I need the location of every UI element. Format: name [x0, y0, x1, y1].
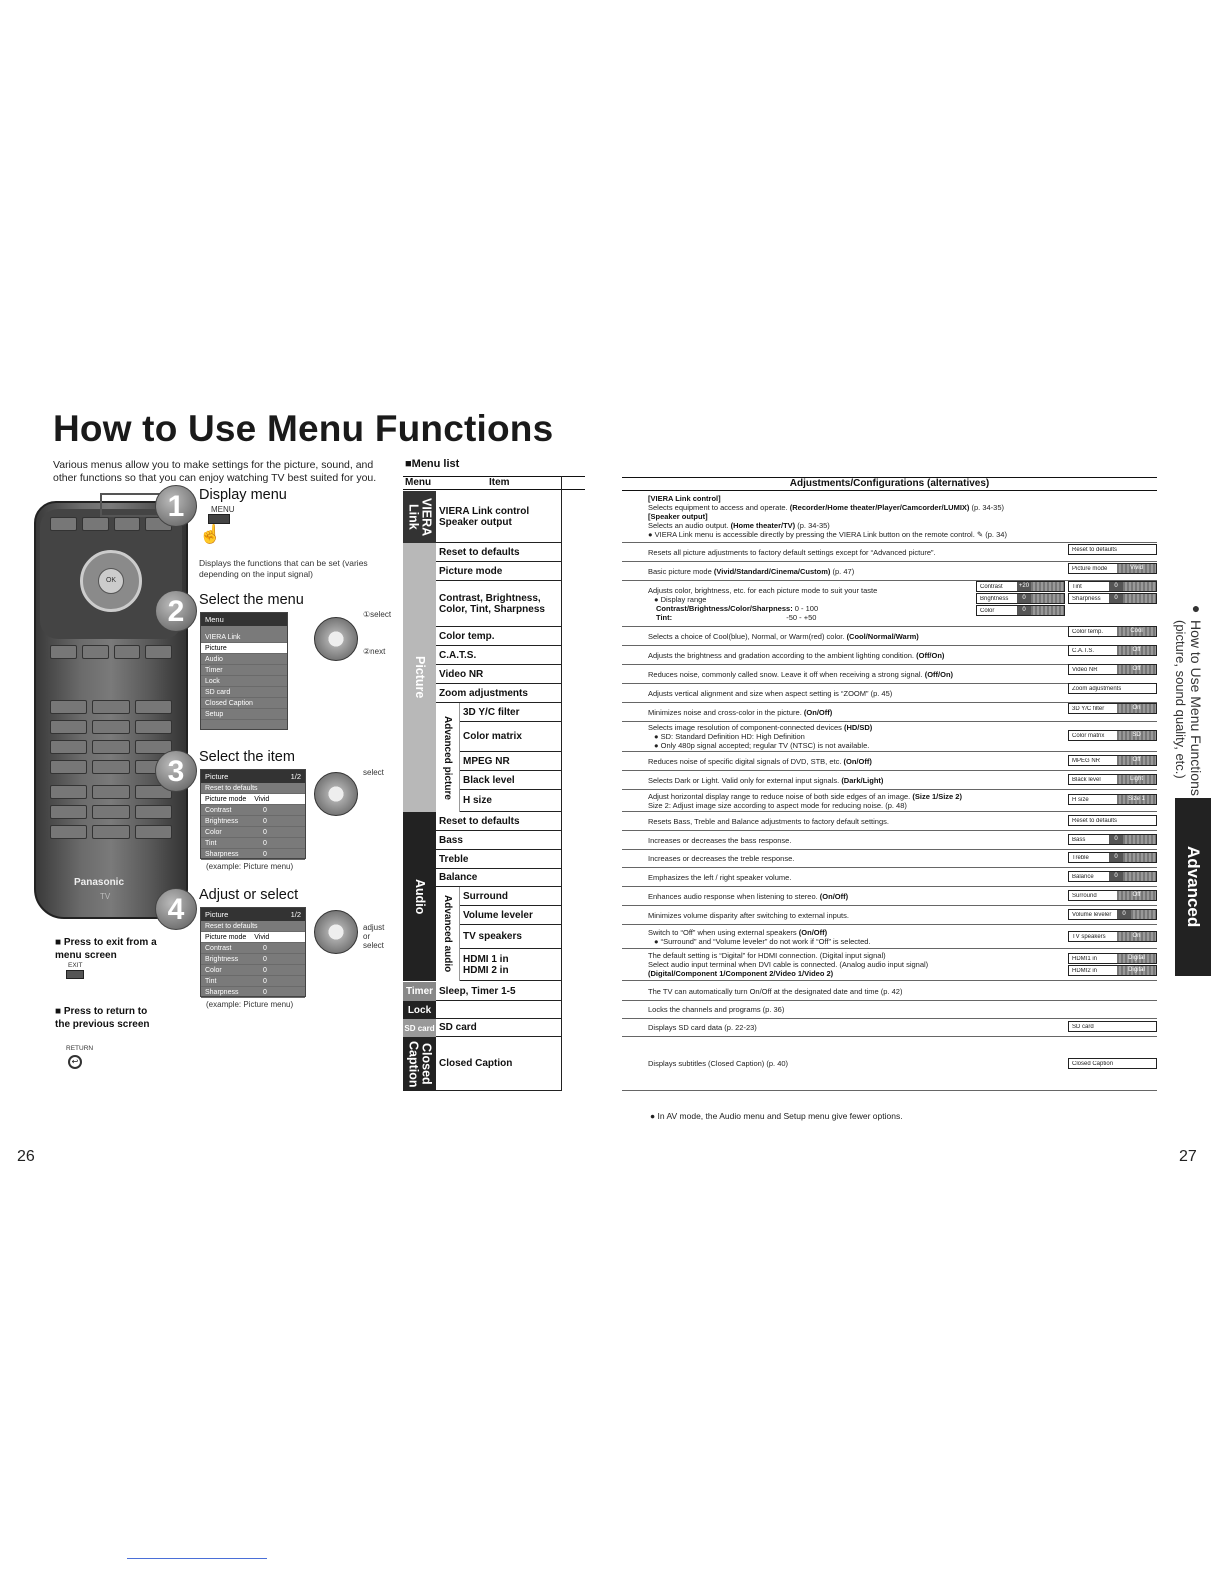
osd-black-level: Black level Light	[1068, 774, 1157, 785]
desc-volume-leveler: Minimizes volume disparity after switching to external inputs.	[622, 906, 1157, 925]
desc-hdmi-in: The default setting is “Digital” for HDMI connection. (Digital input signal) Select audio input terminal when DVI cable is connected. (Analog audio input signal) (Digital/Component 1/Component 2/Video 1/Video 2)	[622, 949, 1157, 981]
desc-balance: Emphasizes the left / right speaker volume.	[622, 868, 1157, 887]
category-audio: Audio	[403, 812, 436, 981]
picture-menu-row: Tint 0	[201, 838, 305, 849]
osd-tv-speakers: TV speakers On	[1068, 931, 1157, 942]
step-1-circle: 1	[155, 485, 197, 527]
step-2-title: Select the menu	[199, 592, 304, 608]
desc-lock: Locks the channels and programs (p. 36)	[622, 1001, 1157, 1019]
select-label: select	[363, 941, 384, 950]
menu-exit-callout	[100, 493, 160, 517]
osd-tint: Tint 0	[1068, 581, 1157, 592]
step-1-note: Displays the functions that can be set (varies depending on the input signal)	[199, 558, 368, 579]
step-4-title: Adjust or select	[199, 887, 299, 903]
menu-screen-header: Menu	[201, 613, 287, 626]
desc-color-temp: Selects a choice of Cool(blue), Normal, or Warm(red) color. (Cool/Normal/Warm)	[622, 627, 1157, 646]
desc-surround: Enhances audio response when listening to stereo. (On/Off)	[622, 887, 1157, 906]
picture-menu-row: Picture mode Vivid	[201, 794, 305, 805]
osd-brightness: Brightness 0	[976, 593, 1065, 604]
desc-cats: Adjusts the brightness and gradation according to the ambient lighting condition. (Off/On)	[622, 646, 1157, 665]
remote-button-row	[50, 700, 172, 714]
bottom-underline	[127, 1558, 267, 1559]
osd-color: Color 0	[976, 605, 1065, 616]
page-number-left: 26	[17, 1148, 35, 1165]
category-closed-caption: Closed Caption	[403, 1037, 436, 1091]
picture-menu-row: Contrast 0	[201, 943, 305, 954]
menu-item: Timer	[201, 665, 287, 676]
item-color-matrix: Color matrix	[460, 722, 561, 752]
return-icon: ↩	[68, 1055, 82, 1069]
menu-item: Picture	[201, 643, 287, 654]
picture-menu-screen	[200, 769, 306, 859]
osd-balance: Balance 0	[1068, 871, 1157, 882]
remote-button-row	[50, 805, 172, 819]
section-tab-label	[1170, 600, 1210, 800]
picture-menu-row: Color 0	[201, 827, 305, 838]
item-closed-caption: Closed Caption	[436, 1037, 561, 1091]
osd-video-nr: Video NR Off	[1068, 664, 1157, 675]
item-contrast-etc: Contrast, Brightness, Color, Tint, Sharpness	[436, 581, 561, 627]
item-color-temp: Color temp.	[436, 627, 561, 646]
picture-menu-row: Reset to defaults	[201, 921, 305, 932]
item-picture-mode: Picture mode	[436, 562, 561, 581]
remote-tv-label: TV	[100, 892, 111, 901]
intro-text: Various menus allow you to make settings for the picture, sound, and other functions so that you can enjoy watching TV best suited for you.	[53, 459, 377, 484]
section-tab-dot: ●	[1188, 600, 1204, 616]
footnote: ● In AV mode, the Audio menu and Setup menu give fewer options.	[650, 1111, 903, 1121]
desc-bass: Increases or decreases the bass response.	[622, 831, 1157, 850]
item-audio-reset: Reset to defaults	[436, 812, 561, 831]
page-number-right: 27	[1179, 1148, 1197, 1165]
picture-menu-header: Picture 1/2	[201, 908, 305, 921]
return-note: ■ Press to return to the previous screen	[55, 1006, 150, 1030]
osd-zoom: Zoom adjustments	[1068, 683, 1157, 694]
adjustments-header: Adjustments/Configurations (alternatives)	[622, 477, 1157, 491]
picture-menu-row: Contrast 0	[201, 805, 305, 816]
item-viera-link: VIERA Link control Speaker output	[436, 491, 561, 543]
menu-item: Closed Caption	[201, 698, 287, 709]
desc-viera-link: [VIERA Link control] Selects equipment to access and operate. (Recorder/Home theater/Player/Camcorder/LUMIX) (p. 34-35) [Speaker output] Selects an audio output. (Home theater/TV) (p. 34-35) ● VIERA Link menu is accessible directly by pressing the VIERA Link button on the remote control. ✎ (p. 34)	[622, 491, 1157, 543]
picture-menu-row: Brightness 0	[201, 954, 305, 965]
menu-item: Audio	[201, 654, 287, 665]
item-zoom-adjustments: Zoom adjustments	[436, 684, 561, 703]
category-picture: Picture	[403, 543, 436, 812]
item-lock	[436, 1001, 561, 1019]
menu-key-label: MENU	[211, 505, 235, 514]
menu-item: Lock	[201, 676, 287, 687]
desc-treble: Increases or decreases the treble response.	[622, 850, 1157, 868]
advanced-tab: Advanced	[1175, 798, 1211, 976]
desc-black-level: Selects Dark or Light. Valid only for external input signals. (Dark/Light)	[622, 771, 1157, 790]
menu-list-header	[403, 476, 585, 490]
remote-button-row	[50, 645, 172, 659]
desc-picture-reset: Resets all picture adjustments to factory default settings except for “Advanced picture”.	[622, 543, 1157, 562]
subcategory-advanced-audio: Advanced audio	[436, 887, 460, 981]
remote-button-row	[50, 785, 172, 799]
osd-closed-caption: Closed Caption	[1068, 1058, 1157, 1069]
osd-mpeg-nr: MPEG NR Off	[1068, 755, 1157, 766]
osd-volume-leveler: Volume leveler 0	[1068, 909, 1157, 920]
example-caption: (example: Picture menu)	[206, 1000, 294, 1009]
remote-button-row	[50, 760, 172, 774]
osd-audio-reset: Reset to defaults	[1068, 815, 1157, 826]
desc-3d-yc: Minimizes noise and cross-color in the picture. (On/Off)	[622, 703, 1157, 722]
desc-color-matrix: Selects image resolution of component-connected devices (HD/SD) ● SD: Standard Definition HD: High Definition ● Only 480p signal accepted; regular TV (NTSC) is not available.	[622, 722, 1157, 752]
menu-item: SD card	[201, 687, 287, 698]
picture-menu-row: Sharpness 0	[201, 849, 305, 860]
page-title: How to Use Menu Functions	[53, 408, 554, 449]
item-3d-yc-filter: 3D Y/C filter	[460, 703, 561, 722]
desc-closed-caption: Displays subtitles (Closed Caption) (p. 40)	[622, 1037, 1157, 1091]
remote-button-row	[50, 517, 172, 531]
item-treble: Treble	[436, 850, 561, 869]
osd-cats: C.A.T.S. Off	[1068, 645, 1157, 656]
osd-surround: Surround Off	[1068, 890, 1157, 901]
menu-list-title: ■Menu list	[405, 458, 460, 470]
desc-h-size: Adjust horizontal display range to reduce noise of both side edges of an image. (Size 1/Size 2) Size 2: Adjust image size according to aspect mode for reducing noise. (p. 48)	[622, 790, 1157, 812]
desc-audio-reset: Resets Bass, Treble and Balance adjustments to factory default settings.	[622, 812, 1157, 831]
remote-brand: Panasonic	[74, 877, 125, 888]
category-sd-card: SD card	[403, 1019, 436, 1037]
remote-button-row	[50, 720, 172, 734]
menu-list-table	[403, 476, 585, 1091]
hand-press-icon: ☝	[199, 524, 222, 544]
item-surround: Surround	[460, 887, 561, 906]
remote-illustration	[22, 495, 200, 920]
next-label: ②next	[363, 647, 386, 656]
osd-h-size: H size Size 1	[1068, 794, 1157, 805]
col-menu: Menu	[405, 477, 432, 488]
desc-video-nr: Reduces noise, commonly called snow. Leave it off when receiving a strong signal. (Off/On)	[622, 665, 1157, 684]
col-item: Item	[489, 477, 510, 488]
select-label: ①select	[363, 610, 392, 619]
return-key-label: RETURN	[66, 1045, 94, 1052]
nav-pad-icon	[314, 910, 358, 954]
menu-item: Setup	[201, 709, 287, 720]
desc-tv-speakers: Switch to “Off” when using external speakers (On/Off) ● “Surround” and “Volume leveler” do not work if “Off” is selected.	[622, 925, 1157, 949]
picture-menu-row: Color 0	[201, 965, 305, 976]
item-tv-speakers: TV speakers	[460, 925, 561, 949]
menu-screen	[200, 612, 288, 730]
osd-picture-mode: Picture mode Vivid	[1068, 563, 1157, 574]
osd-sharpness: Sharpness 0	[1068, 593, 1157, 604]
item-sd-card: SD card	[436, 1019, 561, 1037]
remote-ok-button: OK	[98, 568, 124, 594]
picture-menu-row: Brightness 0	[201, 816, 305, 827]
remote-button-row	[50, 825, 172, 839]
picture-menu-row: Tint 0	[201, 976, 305, 987]
osd-sd-card: SD card	[1068, 1021, 1157, 1032]
category-viera-link: VIERA Link	[403, 491, 436, 543]
exit-key-label: EXIT	[68, 962, 83, 969]
item-picture-reset: Reset to defaults	[436, 543, 561, 562]
nav-pad-icon	[314, 772, 358, 816]
category-timer: Timer	[403, 982, 436, 1001]
desc-contrast-etc: Adjusts color, brightness, etc. for each picture mode to suit your taste ● Display range Contrast/Brightness/Color/Sharpness: 0 - 100 Tint: -50 - +50	[622, 581, 1157, 627]
osd-bass: Bass 0	[1068, 834, 1157, 845]
picture-menu-row: Picture mode Vivid	[201, 932, 305, 943]
osd-hdmi2: HDMI2 in Digital	[1068, 965, 1157, 976]
desc-picture-mode: Basic picture mode (Vivid/Standard/Cinema/Custom) (p. 47)	[622, 562, 1157, 581]
item-volume-leveler: Volume leveler	[460, 906, 561, 925]
step-2-circle: 2	[155, 590, 197, 632]
item-bass: Bass	[436, 831, 561, 850]
or-label: or	[363, 932, 371, 941]
menu-key	[208, 514, 230, 524]
desc-zoom: Adjusts vertical alignment and size when aspect setting is “ZOOM” (p. 45)	[622, 684, 1157, 703]
item-sleep-timer: Sleep, Timer 1-5	[436, 982, 561, 1001]
subcategory-advanced-picture: Advanced picture	[436, 703, 460, 812]
item-balance: Balance	[436, 868, 561, 887]
desc-timer: The TV can automatically turn On/Off at the designated date and time (p. 42)	[622, 982, 1157, 1001]
item-black-level: Black level	[460, 771, 561, 790]
desc-sd-card: Displays SD card data (p. 22-23)	[622, 1019, 1157, 1037]
remote-hand-icon: ✎	[976, 530, 984, 539]
picture-menu-header: Picture 1/2	[201, 770, 305, 783]
osd-contrast: Contrast +20	[976, 581, 1065, 592]
osd-treble: Treble 0	[1068, 852, 1157, 863]
item-video-nr: Video NR	[436, 665, 561, 684]
item-hdmi-in: HDMI 1 in HDMI 2 in	[460, 949, 561, 981]
step-3-title: Select the item	[199, 749, 295, 765]
picture-menu-row: Reset to defaults	[201, 783, 305, 794]
osd-hdmi1: HDMI1 in Digital	[1068, 953, 1157, 964]
step-4-circle: 4	[155, 888, 197, 930]
picture-menu-screen	[200, 907, 306, 997]
category-lock: Lock	[403, 1001, 436, 1019]
step-3-circle: 3	[155, 750, 197, 792]
item-h-size: H size	[460, 790, 561, 812]
table-divider	[561, 476, 562, 1091]
section-tab-title: How to Use Menu Functions	[1188, 620, 1204, 796]
exit-note: ■ Press to exit from a menu screen	[55, 937, 157, 961]
picture-menu-row: Sharpness 0	[201, 987, 305, 998]
item-cats: C.A.T.S.	[436, 646, 561, 665]
osd-3d-yc: 3D Y/C filter On	[1068, 703, 1157, 714]
osd-color-matrix: Color matrix SD	[1068, 730, 1157, 741]
osd-color-temp: Color temp. Cool	[1068, 626, 1157, 637]
desc-mpeg-nr: Reduces noise of specific digital signals of DVD, STB, etc. (On/Off)	[622, 752, 1157, 771]
section-tab-subtitle: (picture, sound quality, etc.)	[1173, 620, 1188, 779]
exit-key	[66, 970, 84, 979]
remote-button-row	[50, 740, 172, 754]
nav-pad-icon	[314, 617, 358, 661]
menu-item: VIERA Link	[201, 632, 287, 643]
select-label: select	[363, 768, 384, 777]
adjust-label: adjust	[363, 923, 385, 932]
item-mpeg-nr: MPEG NR	[460, 752, 561, 771]
osd-picture-reset: Reset to defaults	[1068, 544, 1157, 555]
example-caption: (example: Picture menu)	[206, 862, 294, 871]
step-1-title: Display menu	[199, 487, 287, 503]
